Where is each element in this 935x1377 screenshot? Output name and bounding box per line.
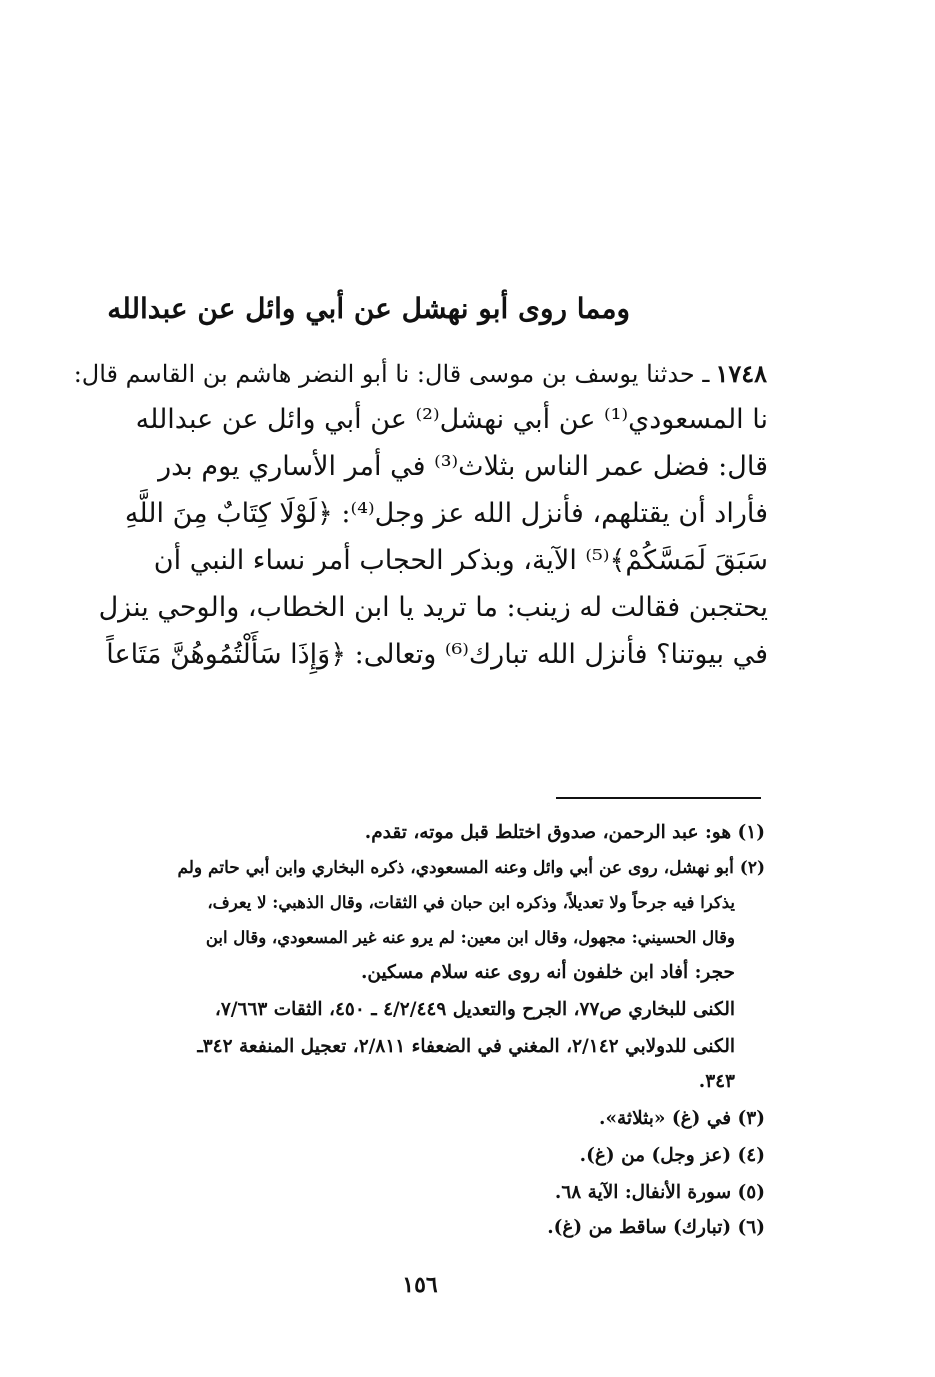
footnote-4: (٤) (عز وجل) من (غ). (579, 1145, 765, 1166)
hadith-line: يحتجبن فقالت له زينب: ما تريد يا ابن الخطاب، والوحي ينزل (98, 592, 768, 623)
hadith-line: ـ حدثنا يوسف بن موسى قال: نا أبو النضر هاشم بن القاسم قال: (73, 360, 710, 388)
hadith-number: ١٧٤٨ (715, 359, 767, 388)
footnote-2-cont: حجر: أفاد ابن خلفون أنه روى عنه سلام مسكين. (360, 962, 735, 983)
hadith-line: في بيوتنا؟ فأنزل الله تبارك⁽⁶⁾ وتعالى: ﴿وَإِذَا سَأَلْتُمُوهُنَّ مَتَاعاً (106, 639, 768, 670)
hadith-line: قال: فضل عمر الناس بثلاث⁽³⁾ في أمر الأساري يوم بدر (158, 451, 768, 482)
footnote-2: (٢) أبو نهشل، روى عن أبي وائل وعنه المسعودي، ذكره البخاري وابن أبي حاتم ولم (177, 858, 765, 878)
footnote-5: (٥) سورة الأنفال: الآية ٦٨. (554, 1182, 765, 1203)
footnote-6: (٦) (تبارك) ساقط من (غ). (547, 1217, 765, 1238)
footnote-divider (556, 797, 761, 799)
page-number: ١٥٦ (402, 1272, 438, 1298)
footnote-2-cont: يذكرا فيه جرحاً ولا تعديلاً، وذكره ابن حبان في الثقات، وقال الذهبي: لا يعرف، (207, 893, 735, 912)
footnote-3: (٣) في (غ) «بثلاثة». (599, 1108, 765, 1129)
footnote-1: (١) هو: عبد الرحمن، صدوق اختلط قبل موته، تقدم. (364, 822, 765, 843)
section-heading: ومما روى أبو نهشل عن أبي وائل عن عبدالله (107, 292, 630, 325)
footnote-2-sources: الكنى للبخاري ص٧٧، الجرح والتعديل ٤/٢/٤٤٩ ـ ٤٥٠، الثقات ٧/٦٦٣، (214, 999, 735, 1020)
footnote-2-sources: الكنى للدولابي ٢/١٤٢، المغني في الضعفاء ٢/٨١١، تعجيل المنفعة ٣٤٢ـ (197, 1036, 735, 1057)
hadith-line: نا المسعودي⁽¹⁾ عن أبي نهشل⁽²⁾ عن أبي وائل عن عبدالله (135, 404, 768, 435)
hadith-first-line (74, 357, 767, 391)
hadith-line: سَبَقَ لَمَسَّكُمْ﴾⁽⁵⁾ الآية، وبذكر الحجاب أمر نساء النبي أن (153, 545, 768, 576)
hadith-line: فأراد أن يقتلهم، فأنزل الله عز وجل⁽⁴⁾: ﴿لَوْلَا كِتَابٌ مِنَ اللَّهِ (124, 498, 768, 529)
footnote-2-cont: وقال الحسيني: مجهول، وقال ابن معين: لم يرو عنه غير المسعودي، وقال ابن (205, 928, 735, 947)
footnote-2-sources: ٣٤٣. (698, 1071, 735, 1092)
